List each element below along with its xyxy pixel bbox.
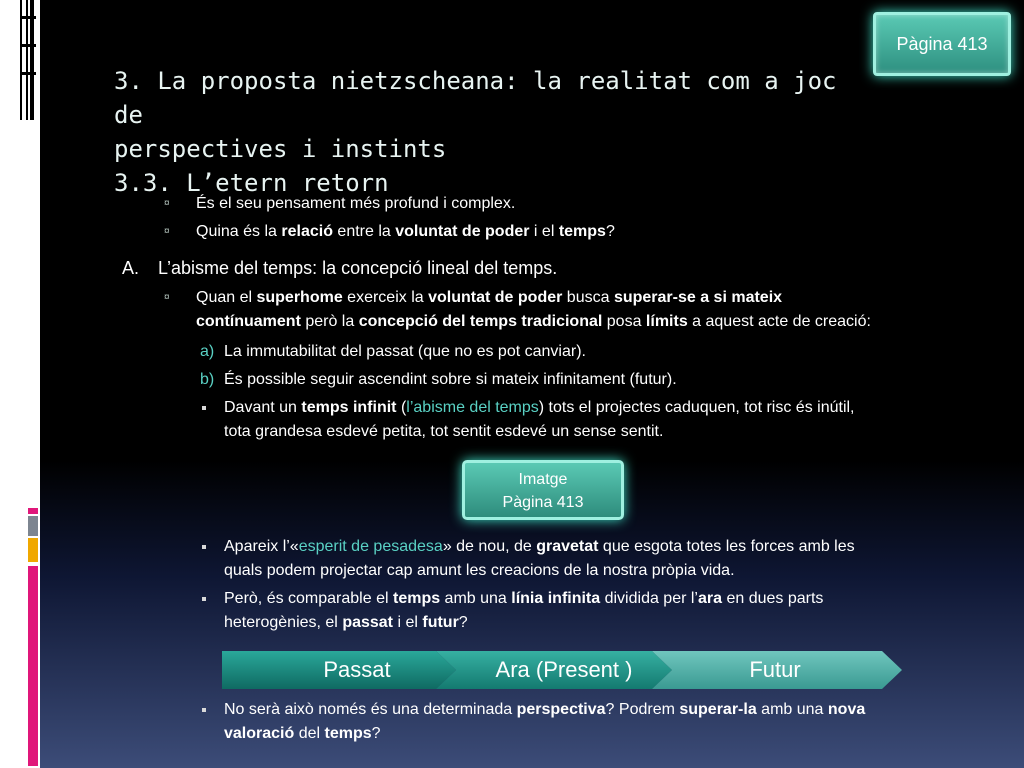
bullet-text: Però, és comparable el temps amb una línia infinita dividida per l’ara en dues parts <box>224 590 824 607</box>
decor-bar <box>28 516 38 536</box>
bullet-icon: ¤ <box>164 226 170 237</box>
decor-bar <box>28 538 38 562</box>
left-decor-strip <box>0 0 40 768</box>
sub-item-text: És possible seguir ascendint sobre si mateix infinitament (futur). <box>224 371 677 388</box>
decor-lines-icon <box>0 0 40 200</box>
bullet-icon <box>202 708 206 712</box>
section-marker: A. <box>122 258 140 278</box>
bullet-text: contínuament però la concepció del temps tradicional posa límits a aquest acte de creació: <box>196 313 871 330</box>
timeline-present: Ara (Present ) <box>495 657 633 682</box>
bullet-icon <box>202 406 206 410</box>
bullet-text: És el seu pensament més profund i complex. <box>196 195 516 212</box>
bullet-text: tota grandesa esdevé petita, tot sentit esdevé un sense sentit. <box>224 423 664 440</box>
sub-item-text: La immutabilitat del passat (que no es pot canviar). <box>224 343 586 360</box>
slide-title <box>114 64 874 200</box>
sub-marker: b) <box>200 371 215 388</box>
image-button-label: Imatge <box>518 471 568 488</box>
bullet-text: Davant un temps infinit (l’abisme del temps) tots el projectes caduquen, tot risc és inútil, <box>224 399 855 416</box>
sub-marker: a) <box>200 343 215 360</box>
title-line: perspectives i instints <box>114 135 447 163</box>
bullet-text: heterogènies, el passat i el futur? <box>224 614 468 631</box>
title-line: 3. La proposta nietzscheana: la realitat com a joc de <box>114 67 837 129</box>
bullet-icon <box>202 545 206 549</box>
bullet-text: Quina és la relació entre la voluntat de poder i el temps? <box>196 223 615 240</box>
bullet-icon <box>202 597 206 601</box>
bullet-text: No serà això només és una determinada perspectiva? Podrem superar-la amb una nova <box>224 701 866 718</box>
subtitle-line: 3.3. L’etern retorn <box>114 169 389 197</box>
bullet-icon: ¤ <box>164 292 170 303</box>
bullet-icon: ¤ <box>164 198 170 209</box>
timeline-past: Passat <box>323 657 391 682</box>
image-button[interactable] <box>462 460 624 520</box>
decor-bar <box>28 566 38 766</box>
section-heading: L’abisme del temps: la concepció lineal del temps. <box>158 258 558 278</box>
timeline-arrow <box>222 651 902 689</box>
page-button[interactable]: Pàgina 413 <box>873 12 1011 76</box>
image-button-page: Pàgina 413 <box>502 494 584 511</box>
bullet-text: quals podem projectar cap amunt les creacions de la nostra pròpia vida. <box>224 562 735 579</box>
decor-bar <box>28 508 38 514</box>
bullet-text: Quan el superhome exerceix la voluntat de poder busca superar-se a si mateix <box>196 289 783 306</box>
timeline-future: Futur <box>749 657 801 682</box>
bullet-text: valoració del temps? <box>224 725 381 742</box>
bullet-text: Apareix l’«esperit de pesadesa» de nou, de gravetat que esgota totes les forces amb les <box>224 538 855 555</box>
